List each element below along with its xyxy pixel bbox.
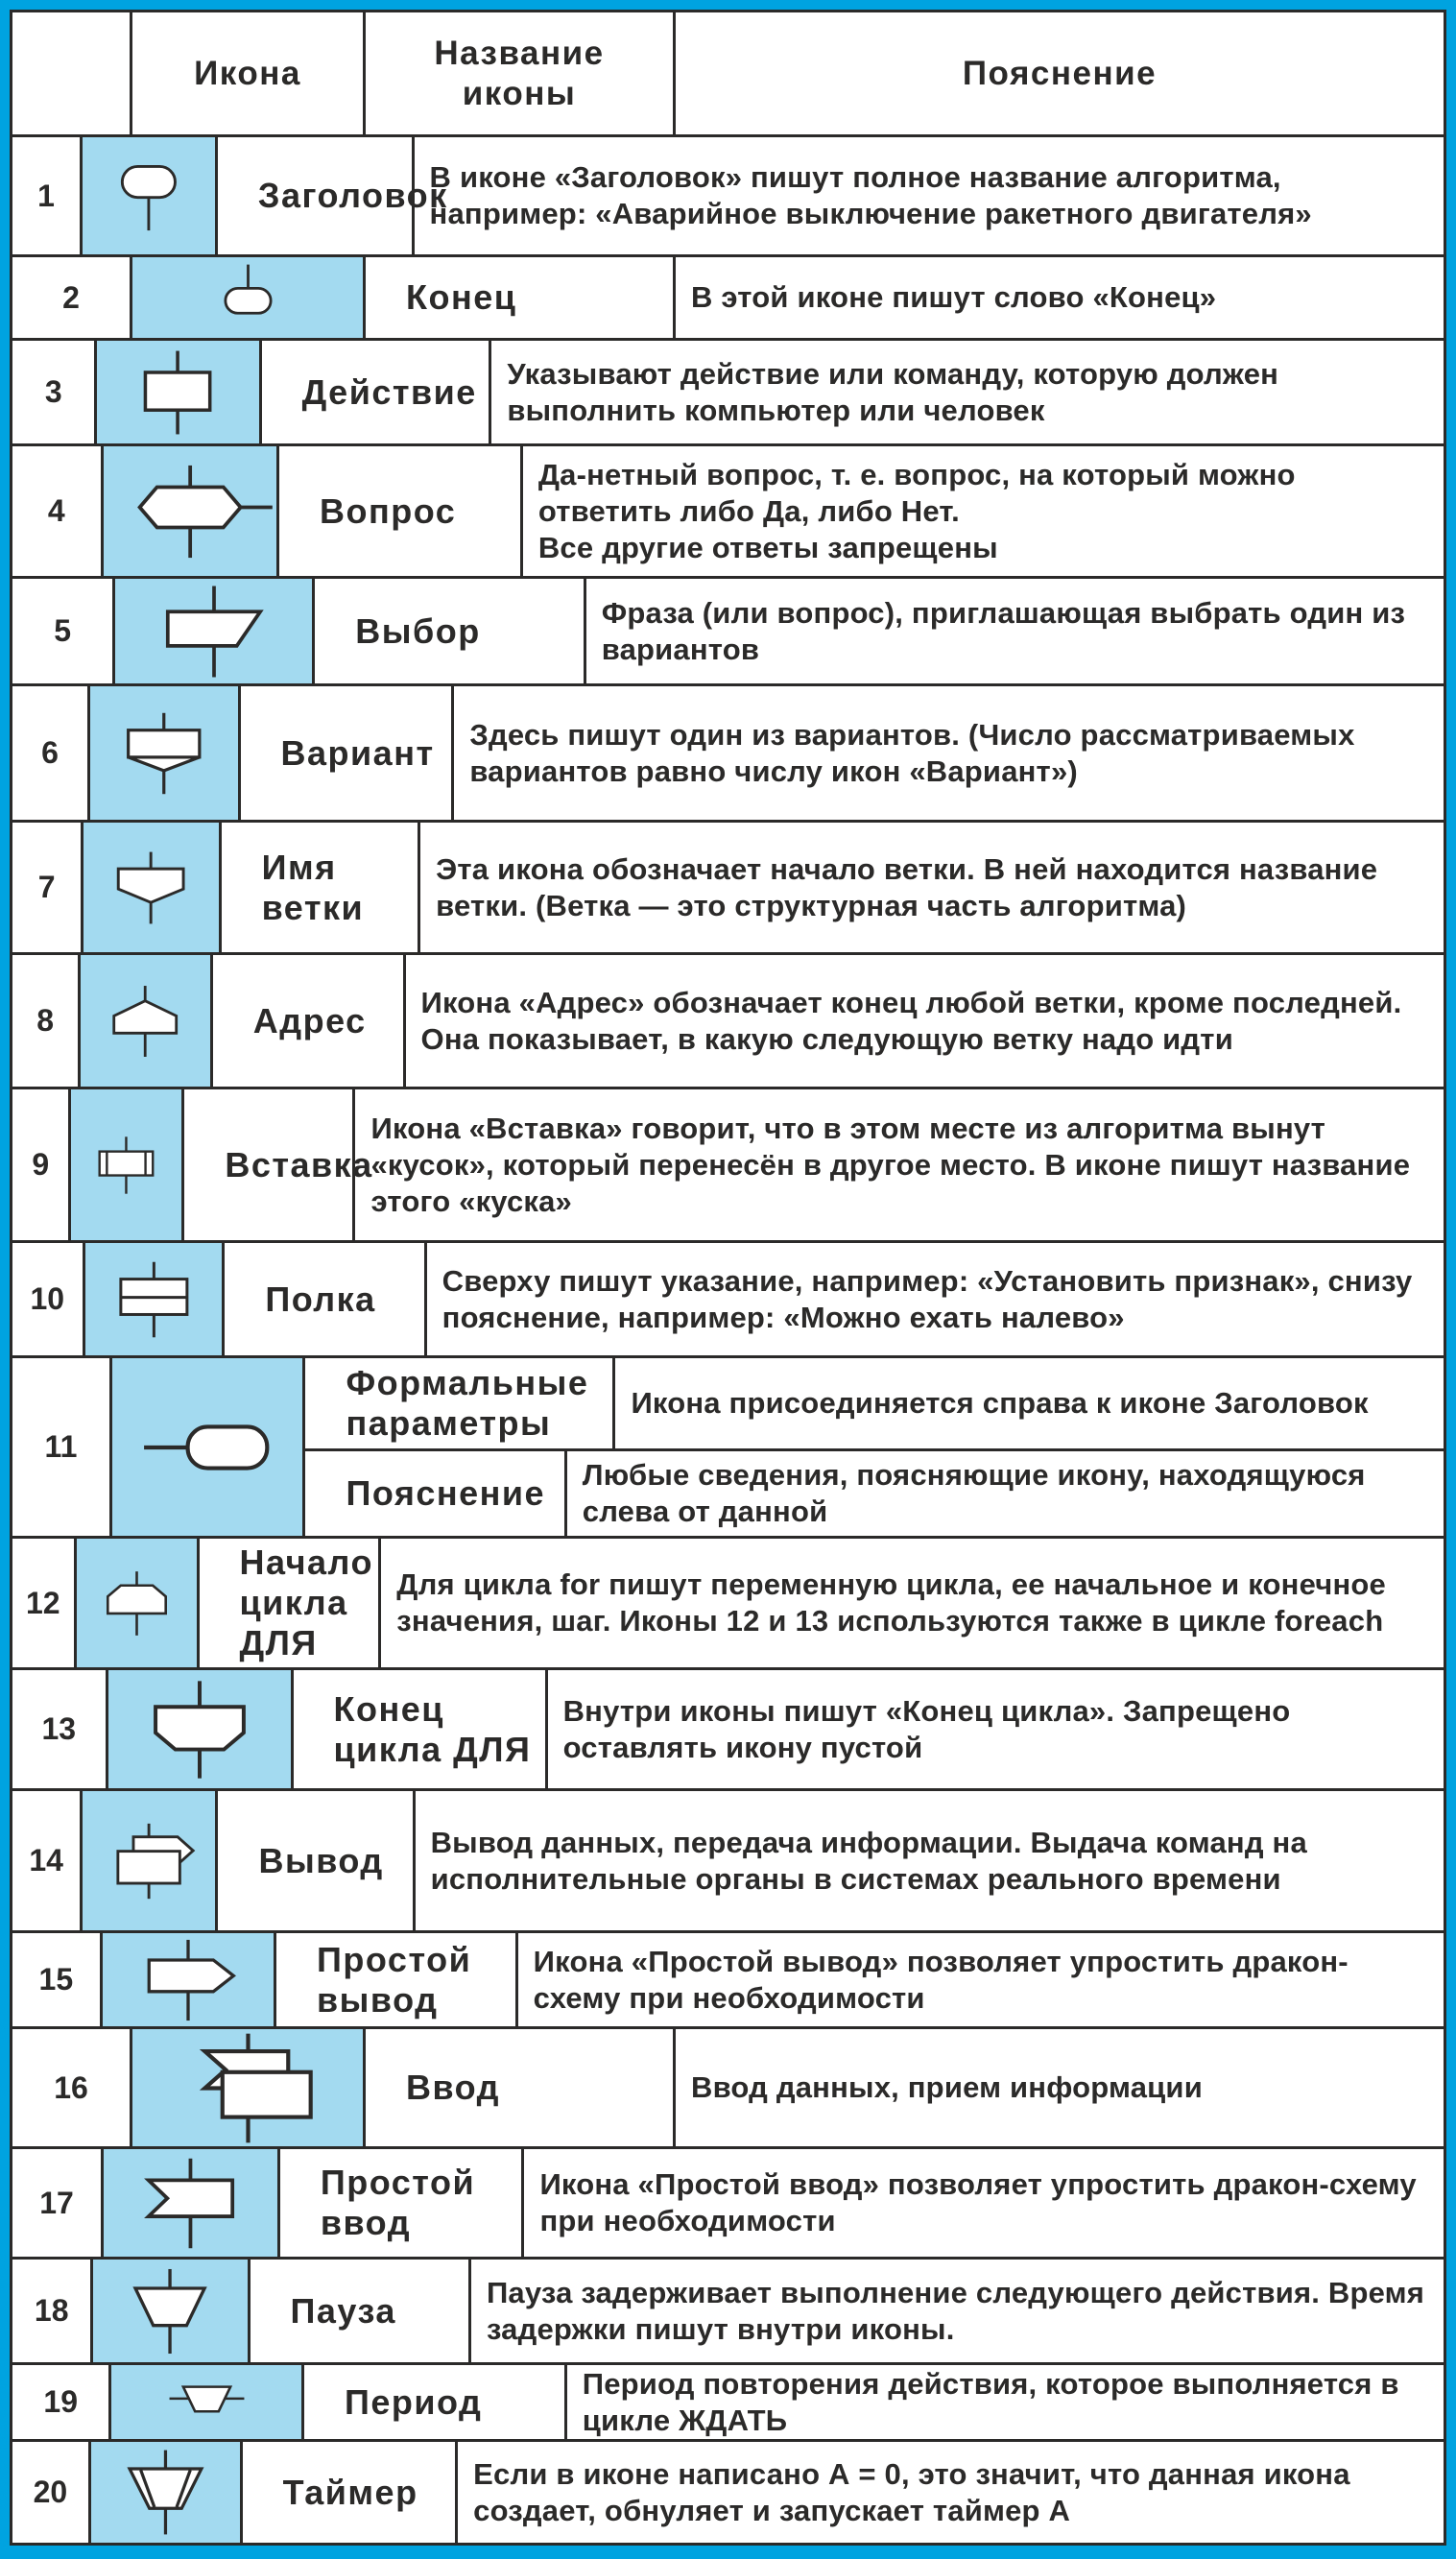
icon-name-cell: Вариант — [241, 686, 455, 820]
icon-cell — [85, 1243, 226, 1355]
explanation-cell: Внутри иконы пишут «Конец цикла». Запрещено оставлять икону пустой — [562, 1693, 1291, 1764]
table-row — [12, 1539, 1444, 1670]
row-number-cell: 1 — [12, 137, 83, 254]
explanation-cell: Фраза (или вопрос), приглашающая выбрать один из вариантов — [601, 595, 1406, 666]
icon-name-cell: Действие — [262, 341, 492, 443]
timer-icon — [91, 2446, 240, 2539]
icon-name-cell: Начало цикла ДЛЯ — [200, 1539, 382, 1667]
row-number-cell: 11 — [12, 1358, 112, 1536]
icon-name-cell: Формальные параметры — [305, 1358, 615, 1448]
header-number-cell — [12, 12, 132, 134]
row-number-cell: 3 — [12, 341, 97, 443]
explanation-cell: Сверху пишут указание, например: «Установить признак», снизу пояснение, например: «Можно ехать налево» — [442, 1263, 1413, 1334]
address-icon — [81, 958, 209, 1085]
table-header-row — [12, 12, 1444, 137]
table-row — [12, 1358, 1444, 1539]
header-icon-name-cell: Название иконы — [366, 12, 676, 134]
table-row — [12, 341, 1444, 446]
explanation-cell: Любые сведения, поясняющие икону, находящуюся слева от данной — [582, 1458, 1366, 1528]
icon-name-cell: Вопрос — [279, 446, 523, 576]
table-row — [12, 1791, 1444, 1933]
explanation-cell: В иконе «Заголовок» пишут полное название алгоритма, например: «Аварийное выключение ракетного двигателя» — [429, 160, 1312, 230]
icon-cell — [93, 2260, 250, 2362]
icon-name-cell: Имя ветки — [222, 823, 421, 952]
icon-cell — [71, 1089, 184, 1240]
icon-name-cell: Заголовок — [218, 137, 415, 254]
explanation-cell: Вывод данных, передача информации. Выдача команд на исполнительные органы в системах реального времени — [430, 1825, 1307, 1896]
action-icon — [97, 344, 258, 442]
explanation-cell: Указывают действие или команду, которую должен выполнить компьютер или человек — [507, 356, 1279, 427]
icon-cell — [132, 257, 366, 338]
explanation-cell: В этой иконе пишут слово «Конец» — [691, 280, 1217, 314]
icon-cell — [103, 1933, 276, 2026]
icon-cell — [97, 341, 261, 443]
row-number-cell: 14 — [12, 1791, 83, 1930]
table-row — [12, 1243, 1444, 1358]
table-row — [12, 257, 1444, 341]
simple-input-icon — [104, 2152, 277, 2255]
table-row — [12, 686, 1444, 823]
icon-cell — [83, 1791, 218, 1930]
case-icon — [90, 689, 238, 818]
row-number-cell: 5 — [12, 579, 115, 683]
icon-cell — [83, 137, 218, 254]
explanation-cell: Икона «Адрес» обозначает конец любой ветки, кроме последней. Она показывает, в какую следующую ветку надо идти — [420, 985, 1402, 1056]
icon-name-cell: Пауза — [251, 2260, 471, 2362]
drakon-icon-table — [10, 10, 1446, 2546]
end-icon — [183, 260, 313, 336]
table-row — [12, 2149, 1444, 2260]
row-number-cell: 2 — [12, 257, 132, 338]
table-row — [12, 446, 1444, 579]
icon-name-cell: Вставка — [184, 1089, 355, 1240]
explanation-cell: Да-нетный вопрос, т. е. вопрос, на который можно ответить либо Да, либо Нет. Все другие ответы запрещены — [537, 457, 1296, 564]
table-row — [12, 579, 1444, 686]
icon-cell — [111, 2365, 304, 2439]
explanation-cell: Здесь пишут один из вариантов. (Число рассматриваемых вариантов равно числу икон «Вариант») — [469, 717, 1355, 788]
table-row — [12, 1933, 1444, 2029]
explanation-cell: Период повторения действия, которое выполняется в цикле ЖДАТЬ — [582, 2366, 1399, 2437]
question-icon — [104, 449, 276, 574]
explanation-cell: Эта икона обозначает начало ветки. В ней находится название ветки. (Ветка — это структурная часть алгоритма) — [436, 851, 1378, 922]
branch-name-icon — [84, 825, 218, 950]
split-cell-group — [305, 1358, 1444, 1536]
icon-cell — [81, 955, 212, 1087]
icon-cell — [112, 1358, 306, 1536]
table-subrow — [305, 1358, 1444, 1451]
title-icon — [83, 140, 215, 252]
icon-cell — [132, 2029, 366, 2146]
row-number-cell: 17 — [12, 2149, 104, 2257]
icon-name-cell: Пояснение — [305, 1451, 566, 1536]
icon-name-cell: Период — [304, 2365, 567, 2439]
icon-cell — [84, 823, 221, 952]
for-loop-start-icon — [77, 1542, 197, 1665]
insertion-icon — [71, 1101, 181, 1230]
explanation-cell: Икона присоединяется справа к иконе Заголовок — [631, 1386, 1369, 1420]
input-icon — [152, 2032, 345, 2144]
header-icon-cell: Икона — [132, 12, 366, 134]
table-row — [12, 955, 1444, 1089]
icon-cell — [104, 446, 279, 576]
table-row — [12, 2365, 1444, 2442]
icon-cell — [108, 1670, 294, 1788]
output-icon — [83, 1797, 215, 1925]
icon-name-cell: Ввод — [366, 2029, 676, 2146]
row-number-cell: 10 — [12, 1243, 85, 1355]
row-number-cell: 6 — [12, 686, 90, 820]
icon-name-cell: Простой вывод — [276, 1933, 518, 2026]
simple-output-icon — [112, 1936, 264, 2024]
table-row — [12, 1089, 1444, 1243]
row-number-cell: 12 — [12, 1539, 77, 1667]
icon-cell — [104, 2149, 280, 2257]
explanation-cell: Икона «Простой ввод» позволяет упростить дракон-схему при необходимости — [539, 2167, 1417, 2237]
icon-cell — [77, 1539, 200, 1667]
icon-name-cell: Конец цикла ДЛЯ — [294, 1670, 548, 1788]
choice-icon — [129, 582, 299, 682]
table-row — [12, 1670, 1444, 1791]
icon-name-cell: Таймер — [243, 2442, 458, 2543]
row-number-cell: 13 — [12, 1670, 108, 1788]
table-subrow — [305, 1451, 1444, 1536]
row-number-cell: 4 — [12, 446, 104, 576]
shelf-icon — [85, 1246, 223, 1353]
row-number-cell: 19 — [12, 2365, 111, 2439]
pause-icon — [93, 2262, 247, 2360]
table-row — [12, 2260, 1444, 2365]
explanation-cell: Икона «Простой вывод» позволяет упростить дракон-схему при необходимости — [533, 1944, 1349, 2015]
icon-name-cell: Простой ввод — [280, 2149, 525, 2257]
row-number-cell: 18 — [12, 2260, 93, 2362]
row-number-cell: 8 — [12, 955, 81, 1087]
explanation-cell: Икона «Вставка» говорит, что в этом месте из алгоритма вынут «кусок», который перенесён в другое место. В иконе пишут название этого «куска» — [370, 1111, 1411, 1218]
table-row — [12, 823, 1444, 955]
explanation-cell: Пауза задерживает выполнение следующего действия. Время задержки пишут внутри иконы. — [486, 2275, 1425, 2346]
row-number-cell: 20 — [12, 2442, 91, 2543]
explanation-cell: Для цикла for пишут переменную цикла, ее начальное и конечное значения, шаг. Иконы 12 и 13 используются также в цикле foreach — [396, 1567, 1386, 1638]
icon-cell — [91, 2442, 243, 2543]
icon-name-cell: Вывод — [218, 1791, 415, 1930]
icon-name-cell: Полка — [225, 1243, 426, 1355]
row-number-cell: 9 — [12, 1089, 71, 1240]
formal-params-icon — [112, 1383, 303, 1512]
icon-cell — [115, 579, 315, 683]
table-row — [12, 2442, 1444, 2543]
icon-name-cell: Выбор — [315, 579, 585, 683]
icon-name-cell: Конец — [366, 257, 676, 338]
table-row — [12, 137, 1444, 257]
table-row — [12, 2029, 1444, 2149]
explanation-cell: Ввод данных, прием информации — [691, 2070, 1203, 2104]
icon-cell — [90, 686, 241, 820]
row-number-cell: 15 — [12, 1933, 103, 2026]
period-icon — [148, 2368, 266, 2437]
header-explanation-cell: Пояснение — [676, 12, 1444, 134]
row-number-cell: 7 — [12, 823, 84, 952]
for-loop-end-icon — [108, 1673, 291, 1786]
icon-name-cell: Адрес — [213, 955, 406, 1087]
explanation-cell: Если в иконе написано А = 0, это значит, что данная икона создает, обнуляет и запускает таймер А — [473, 2456, 1350, 2527]
row-number-cell: 16 — [12, 2029, 132, 2146]
